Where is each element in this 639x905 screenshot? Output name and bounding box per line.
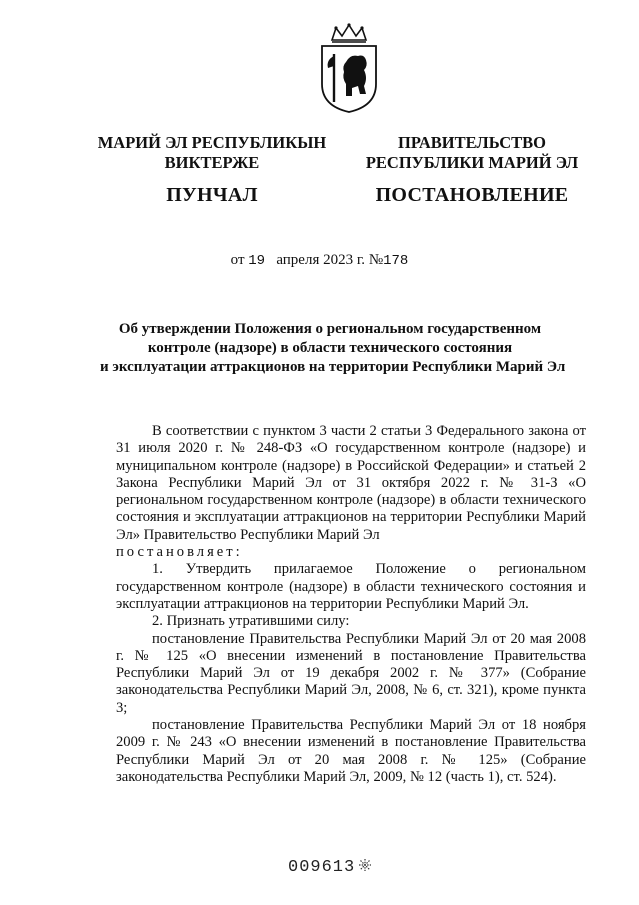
header-right-line2: РЕСПУБЛИКИ МАРИЙ ЭЛ xyxy=(365,153,579,172)
header-right-block xyxy=(352,133,592,208)
header-left-line1: МАРИЙ ЭЛ РЕСПУБЛИКЫН xyxy=(97,133,327,152)
document-title xyxy=(100,320,566,377)
title-line-1: Об утверждении Положения о региональном государственном xyxy=(118,321,542,337)
coat-of-arms-icon xyxy=(318,22,380,114)
item-2-paragraph: 2. Признать утратившими силу: xyxy=(152,613,350,630)
date-prefix: от xyxy=(230,252,245,268)
number-sign: № xyxy=(368,252,384,268)
date-line xyxy=(0,251,639,270)
date-day: 19 xyxy=(248,253,266,269)
date-month-year: апреля 2023 г. xyxy=(276,252,366,268)
header-right-doc-type: ПОСТАНОВЛЕНИЕ xyxy=(375,184,569,206)
title-line-2: контроле (надзоре) в области технического состояния xyxy=(147,340,513,356)
item-2b-paragraph: постановление Правительства Республики Марий Эл от 18 ноября 2009 г. № 243 «О внесении изменений в постановление Правительства Республики Марий Эл от 20 мая 2008 г. № 125» (Собрание законодательства Республики Марий Эл, 2009, № 12 (часть 1), ст. 524). xyxy=(116,717,586,785)
asterisk-mark-icon xyxy=(358,858,372,872)
title-line-3: и эксплуатации аттракционов на территории Республики Марий Эл xyxy=(100,359,566,375)
preamble-paragraph: В соответствии с пунктом 3 части 2 статьи 3 Федерального закона от 31 июля 2020 г. № 248-ФЗ «О государственном контроле (надзоре) и муниципальном контроле (надзоре) в Российской Федерации» и статьей 2 Закона Республики Марий Эл от 31 октября 2022 г. № 31-З «О региональном государственном контроле (надзоре) в области технического состояния и эксплуатации аттракционов на территории Республики Марий Эл» Правительство Республики Марий Эл xyxy=(116,423,586,543)
header-left-doc-type: ПУНЧАЛ xyxy=(166,184,258,206)
header-right-line1: ПРАВИТЕЛЬСТВО xyxy=(398,133,546,152)
decree-word: постановляет: xyxy=(116,544,243,561)
serial-number: 009613 xyxy=(288,858,356,877)
decree-number: 178 xyxy=(383,253,409,269)
header-left-line2: ВИКТЕРЖЕ xyxy=(164,153,260,172)
item-2a-paragraph: постановление Правительства Республики Марий Эл от 20 мая 2008 г. № 125 «О внесении изменений в постановление Правительства Республики Марий Эл от 19 декабря 2002 г. № 377» (Собрание законодательства Республики Марий Эл, 2008, № 6, ст. 321), кроме пункта 3; xyxy=(116,630,586,716)
header-left-block xyxy=(92,133,332,208)
item-1-paragraph: 1. Утвердить прилагаемое Положение о региональном государственном контроле (надзоре) в области технического состояния и эксплуатации аттракционов на территории Республики Марий Эл. xyxy=(116,561,586,612)
document-body xyxy=(116,423,586,786)
